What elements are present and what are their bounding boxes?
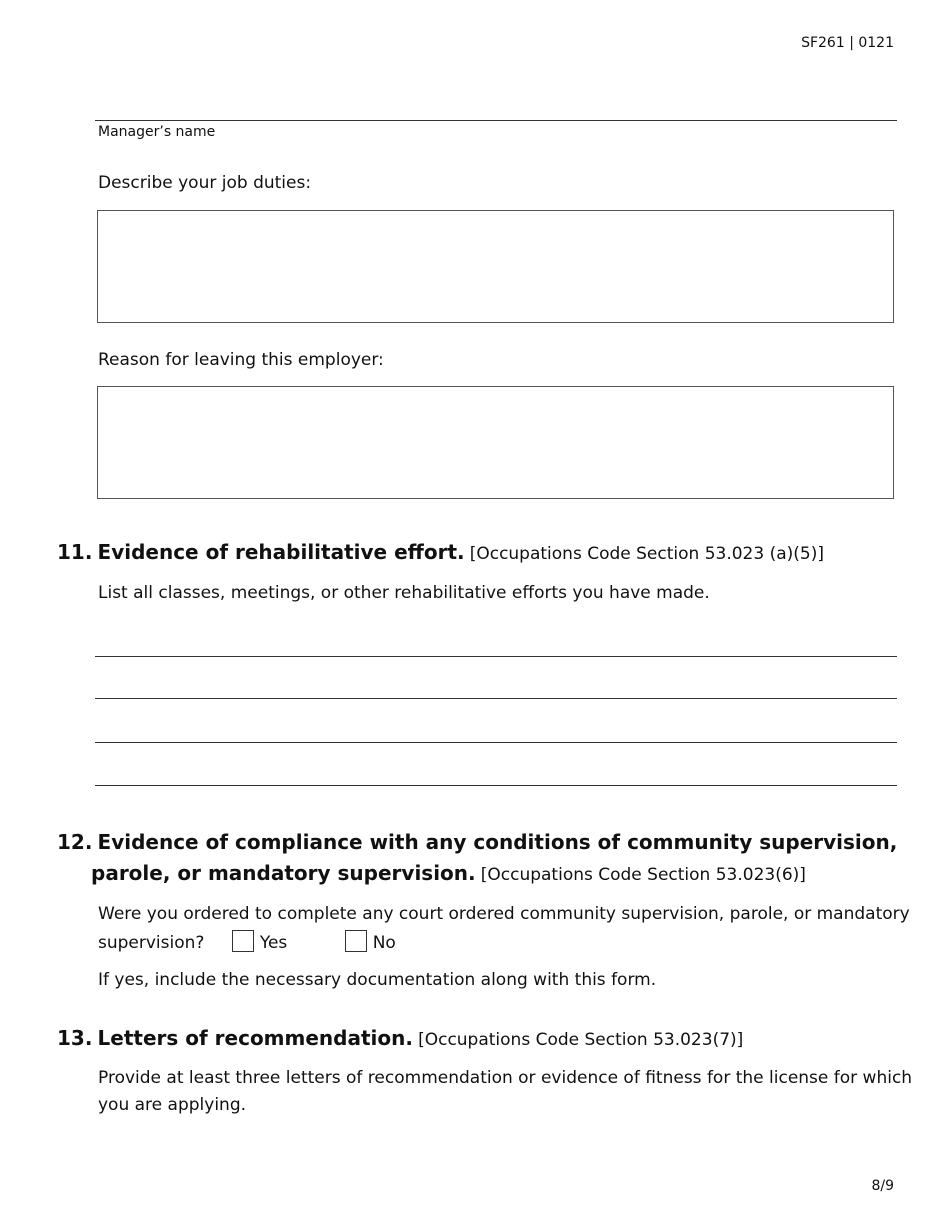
- rehab-effort-line-2[interactable]: [95, 698, 897, 699]
- section-11-title: Evidence of rehabilitative effort.: [97, 540, 465, 564]
- rehab-effort-line-4[interactable]: [95, 785, 897, 786]
- job-duties-input[interactable]: [97, 210, 894, 323]
- form-code: SF261 | 0121: [801, 35, 894, 51]
- section-11-instruction: List all classes, meetings, or other rehabilitative efforts you have made.: [98, 583, 710, 603]
- rehab-effort-line-3[interactable]: [95, 742, 897, 743]
- no-option[interactable]: [345, 930, 396, 953]
- section-12-question-line2: [98, 930, 396, 953]
- page-number: 8/9: [871, 1178, 894, 1194]
- section-12-question-text: supervision?: [98, 933, 205, 953]
- section-12-title-line1: Evidence of compliance with any conditions of community supervision,: [97, 830, 898, 854]
- rehab-effort-line-1[interactable]: [95, 656, 897, 657]
- reason-leaving-input[interactable]: [97, 386, 894, 499]
- section-13-instruction-line1: Provide at least three letters of recommendation or evidence of fitness for the license for which: [98, 1068, 913, 1088]
- section-12-citation: [Occupations Code Section 53.023(6)]: [480, 865, 806, 885]
- section-11-heading: [57, 540, 824, 564]
- section-12-heading: [57, 830, 897, 854]
- section-12-note: If yes, include the necessary documentation along with this form.: [98, 970, 657, 990]
- section-11-number: 11.: [57, 540, 93, 564]
- section-12-number: 12.: [57, 830, 93, 854]
- section-12-question-line1: Were you ordered to complete any court ordered community supervision, parole, or mandatory: [98, 904, 910, 924]
- no-label: No: [372, 933, 396, 953]
- job-duties-label: Describe your job duties:: [98, 173, 312, 193]
- yes-checkbox[interactable]: [232, 930, 254, 952]
- manager-name-field-line[interactable]: [95, 120, 897, 121]
- section-13-instruction-line2: you are applying.: [98, 1095, 247, 1115]
- no-checkbox[interactable]: [345, 930, 367, 952]
- section-13-citation: [Occupations Code Section 53.023(7)]: [418, 1030, 744, 1050]
- yes-option[interactable]: [232, 930, 287, 953]
- manager-name-label: Manager’s name: [98, 124, 216, 140]
- section-12-title-line2: parole, or mandatory supervision.: [91, 861, 476, 885]
- section-13-heading: [57, 1026, 743, 1050]
- reason-leaving-label: Reason for leaving this employer:: [98, 350, 384, 370]
- section-11-citation: [Occupations Code Section 53.023 (a)(5)]: [469, 544, 824, 564]
- section-13-title: Letters of recommendation.: [97, 1026, 413, 1050]
- yes-label: Yes: [259, 933, 288, 953]
- section-13-number: 13.: [57, 1026, 93, 1050]
- section-12-heading-line2: [91, 861, 806, 885]
